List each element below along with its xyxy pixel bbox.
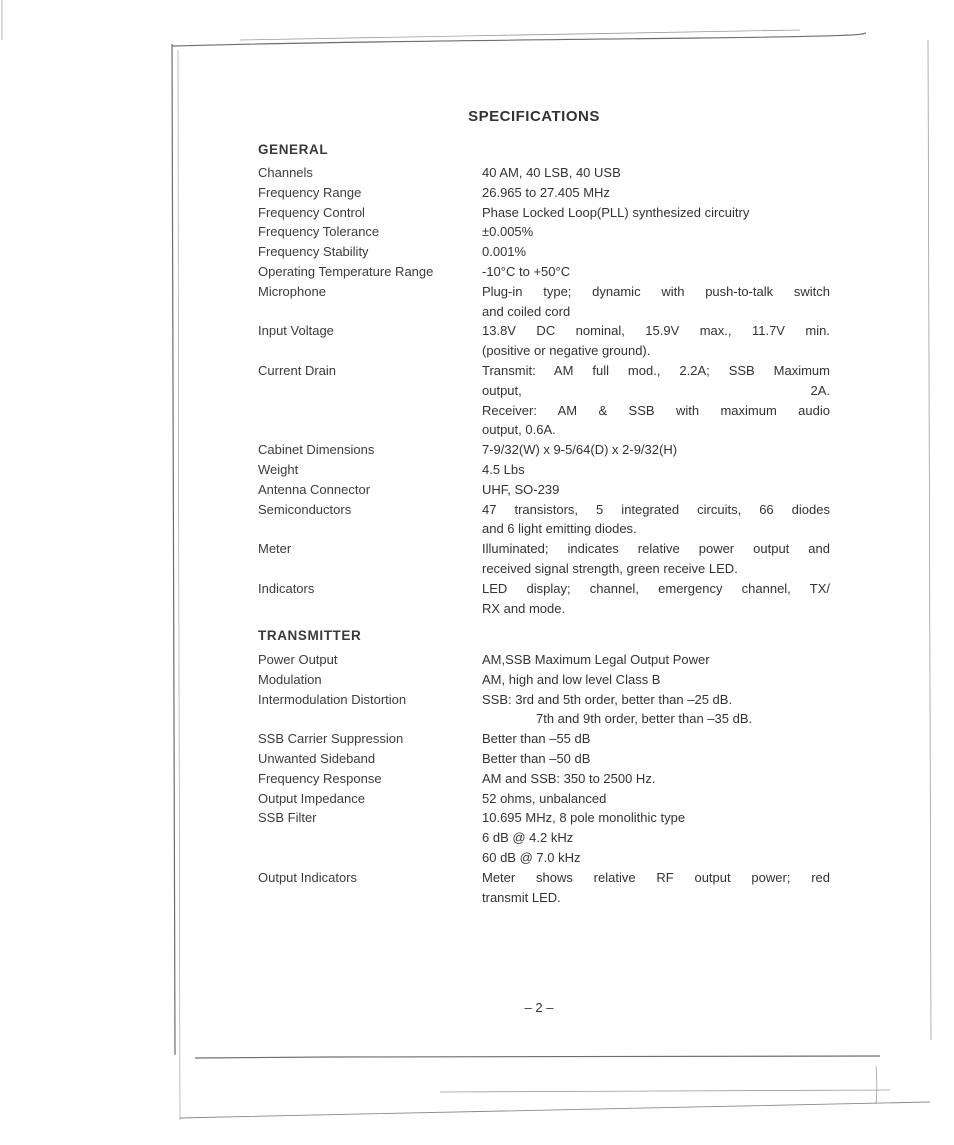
spec-row	[258, 690, 830, 730]
spec-label: Frequency Stability	[258, 244, 369, 260]
spec-row	[258, 321, 830, 361]
spec-label: Unwanted Sideband	[258, 750, 376, 766]
spec-value	[482, 361, 830, 440]
spec-value-line: RX and mode.	[482, 600, 566, 616]
section-heading-general: GENERAL	[258, 142, 329, 157]
spec-value-line: 13.8V DC nominal, 15.9V max., 11.7V min.	[482, 323, 830, 339]
spec-row	[258, 769, 830, 789]
spec-value-line: and 6 light emitting diodes.	[482, 521, 637, 537]
spec-label: SSB Carrier Suppression	[258, 731, 404, 747]
spec-row	[258, 500, 830, 540]
section-heading-transmitter: TRANSMITTER	[258, 628, 362, 643]
spec-value-line: Receiver: AM & SSB with maximum audio	[482, 402, 830, 418]
spec-value-line: Plug-in type; dynamic with push-to-talk switch	[482, 283, 830, 299]
spec-label: Output Impedance	[258, 790, 365, 806]
spec-value-line: 60 dB @ 7.0 kHz	[482, 849, 581, 865]
spec-value	[482, 282, 830, 322]
spec-value-line: Phase Locked Loop(PLL) synthesized circuitry	[482, 204, 750, 220]
spec-value-line: transmit LED.	[482, 889, 561, 905]
spec-value-line: AM and SSB: 350 to 2500 Hz.	[482, 770, 656, 786]
spec-label: Meter	[258, 541, 292, 557]
spec-value	[482, 460, 830, 480]
spec-label: Channels	[258, 165, 313, 180]
spec-row	[258, 183, 830, 203]
page-number: – 2 –	[524, 1000, 554, 1015]
spec-label: Input Voltage	[258, 323, 334, 339]
spec-row	[258, 262, 830, 282]
spec-label: Indicators	[258, 580, 315, 596]
spec-value-line: Meter shows relative RF output power; red	[482, 869, 830, 885]
spec-value	[482, 729, 830, 749]
spec-value	[482, 163, 830, 183]
spec-label: Operating Temperature Range	[258, 263, 434, 279]
spec-value-line: 4.5 Lbs	[482, 461, 525, 477]
spec-label: Microphone	[258, 283, 326, 299]
spec-value-line: Better than –55 dB	[482, 731, 591, 747]
spec-value	[482, 500, 830, 540]
spec-value-line: 40 AM, 40 LSB, 40 USB	[482, 165, 621, 180]
spec-value-line: received signal strength, green receive LED.	[482, 560, 738, 576]
spec-row	[258, 361, 830, 440]
spec-label: Weight	[258, 461, 299, 477]
spec-row	[258, 670, 830, 690]
spec-label: Semiconductors	[258, 501, 352, 517]
border-right	[928, 40, 931, 1040]
border-bottom	[195, 1056, 880, 1058]
spec-value-line: SSB: 3rd and 5th order, better than –25 dB.	[482, 691, 733, 707]
spec-label: Frequency Control	[258, 204, 365, 220]
spec-value-line: output, 0.6A.	[482, 422, 556, 438]
spec-value-line: AM, high and low level Class B	[482, 671, 661, 687]
spec-label: Modulation	[258, 671, 322, 687]
spec-value-line: 47 transistors, 5 integrated circuits, 66 diodes	[482, 501, 830, 517]
spec-value-line: 6 dB @ 4.2 kHz	[482, 830, 574, 846]
spec-label: Cabinet Dimensions	[258, 442, 375, 458]
spec-value-line: output, 2A.	[482, 382, 830, 398]
spec-row	[258, 650, 830, 670]
spec-label: Antenna Connector	[258, 481, 371, 497]
spec-row	[258, 222, 830, 242]
spec-value-line: Transmit: AM full mod., 2.2A; SSB Maximum	[482, 362, 830, 378]
spec-value	[482, 440, 830, 460]
spec-value	[482, 579, 830, 619]
spec-value	[482, 539, 830, 579]
spec-value	[482, 262, 830, 282]
spec-value-line: -10°C to +50°C	[482, 263, 571, 279]
spec-label: Frequency Tolerance	[258, 224, 380, 240]
spec-value-line: and coiled cord	[482, 303, 571, 319]
spec-value-line: 10.695 MHz, 8 pole monolithic type	[482, 810, 686, 826]
spec-value	[482, 222, 830, 242]
spec-value-line: 7th and 9th order, better than –35 dB.	[536, 711, 753, 727]
spec-value	[482, 749, 830, 769]
page-title: SPECIFICATIONS	[468, 108, 600, 125]
spec-row	[258, 789, 830, 809]
spec-row	[258, 868, 830, 908]
spec-row	[258, 282, 830, 322]
general-spec-list	[258, 163, 830, 618]
spec-row	[258, 729, 830, 749]
spec-value-line: AM,SSB Maximum Legal Output Power	[482, 652, 710, 667]
spec-value-line: (positive or negative ground).	[482, 343, 651, 359]
spec-row	[258, 460, 830, 480]
spec-label: Output Indicators	[258, 869, 357, 885]
spec-row	[258, 749, 830, 769]
spec-label: Current Drain	[258, 362, 337, 378]
spec-label: Frequency Response	[258, 770, 382, 786]
spec-value	[482, 650, 830, 670]
spec-row	[258, 203, 830, 223]
spec-value	[482, 868, 830, 908]
spec-label: Intermodulation Distortion	[258, 691, 407, 707]
spec-row	[258, 808, 830, 867]
spec-label: Frequency Range	[258, 184, 362, 200]
spec-row	[258, 579, 830, 619]
spec-value-line: 7-9/32(W) x 9-5/64(D) x 2-9/32(H)	[482, 442, 678, 458]
spec-value-line: Illuminated; indicates relative power output and	[482, 541, 830, 557]
spec-value	[482, 183, 830, 203]
spec-value	[482, 690, 830, 730]
spec-value-line: LED display; channel, emergency channel, TX/	[482, 580, 830, 596]
spec-value	[482, 769, 830, 789]
spec-value-line: 52 ohms, unbalanced	[482, 790, 607, 806]
spec-value	[482, 808, 830, 867]
spec-label: Power Output	[258, 652, 338, 667]
spec-row	[258, 163, 830, 183]
spec-row	[258, 242, 830, 262]
spec-row	[258, 480, 830, 500]
spec-value-line: ±0.005%	[482, 224, 534, 240]
transmitter-spec-list	[258, 650, 830, 907]
spec-value-line: 26.965 to 27.405 MHz	[482, 184, 610, 200]
spec-value	[482, 242, 830, 262]
spec-value	[482, 321, 830, 361]
spec-value-line: 0.001%	[482, 244, 527, 260]
spec-value-line: Better than –50 dB	[482, 750, 591, 766]
spec-value	[482, 670, 830, 690]
spec-value	[482, 480, 830, 500]
spec-value	[482, 789, 830, 809]
spec-label: SSB Filter	[258, 810, 317, 826]
spec-value-line: UHF, SO-239	[482, 481, 560, 497]
border-left	[172, 44, 175, 1055]
spec-row	[258, 539, 830, 579]
spec-row	[258, 440, 830, 460]
spec-value	[482, 203, 830, 223]
